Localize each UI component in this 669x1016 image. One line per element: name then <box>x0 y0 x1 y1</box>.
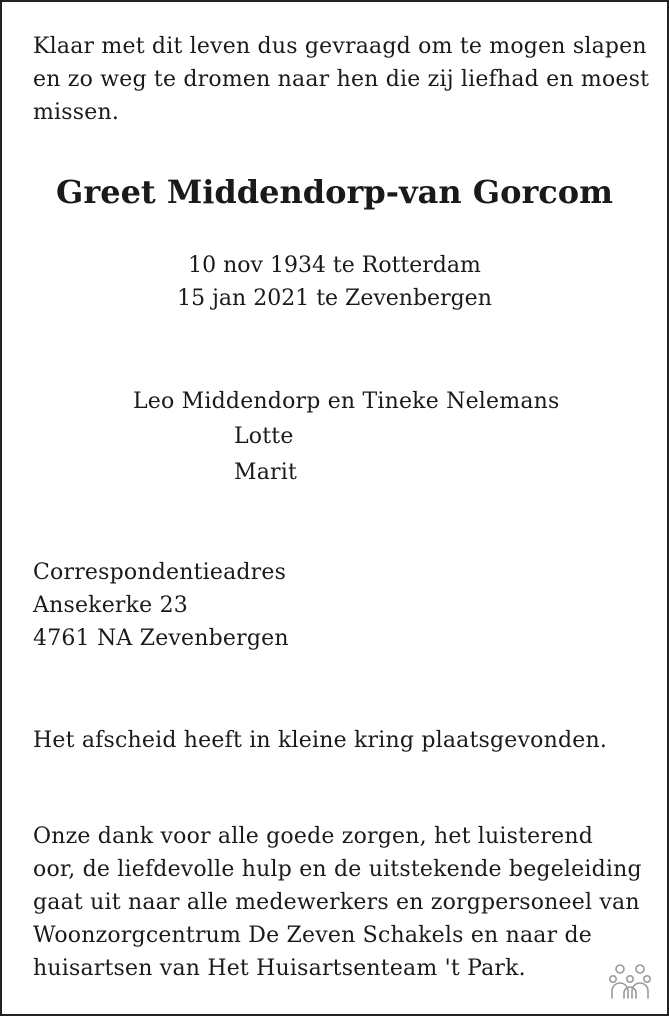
thanks-line: Woonzorgcentrum De Zeven Schakels en naar de <box>33 923 593 948</box>
death-date: 15 jan 2021 te Zevenbergen <box>177 286 492 311</box>
life-dates <box>2 249 667 315</box>
correspondence-address <box>33 556 289 655</box>
intro-poem <box>33 30 649 129</box>
thanks-line: huisartsen van Het Huisartsenteam 't Park. <box>33 956 526 981</box>
intro-line: en zo weg te dromen naar hen die zij liefhad en moest <box>33 67 650 92</box>
thanks-line: Onze dank voor alle goede zorgen, het luisterend <box>33 824 593 849</box>
family-child: Marit <box>234 460 298 485</box>
address-city: 4761 NA Zevenbergen <box>33 626 289 651</box>
thanks-line: oor, de liefdevolle hulp en de uitstekende begeleiding <box>33 857 642 882</box>
intro-line: missen. <box>33 100 120 125</box>
address-street: Ansekerke 23 <box>33 593 188 618</box>
birth-date: 10 nov 1934 te Rotterdam <box>188 253 481 278</box>
address-heading: Correspondentieadres <box>33 560 287 585</box>
deceased-name: Greet Middendorp-van Gorcom <box>56 173 613 211</box>
family-child: Lotte <box>234 424 294 449</box>
thanks-message <box>33 820 642 985</box>
farewell-notice: Het afscheid heeft in kleine kring plaatsgevonden. <box>33 728 608 753</box>
intro-line: Klaar met dit leven dus gevraagd om te mogen slapen <box>33 34 647 59</box>
family-people-icon <box>607 962 653 1000</box>
thanks-line: gaat uit naar alle medewerkers en zorgpersoneel van <box>33 890 640 915</box>
family-main: Leo Middendorp en Tineke Nelemans <box>133 389 560 414</box>
